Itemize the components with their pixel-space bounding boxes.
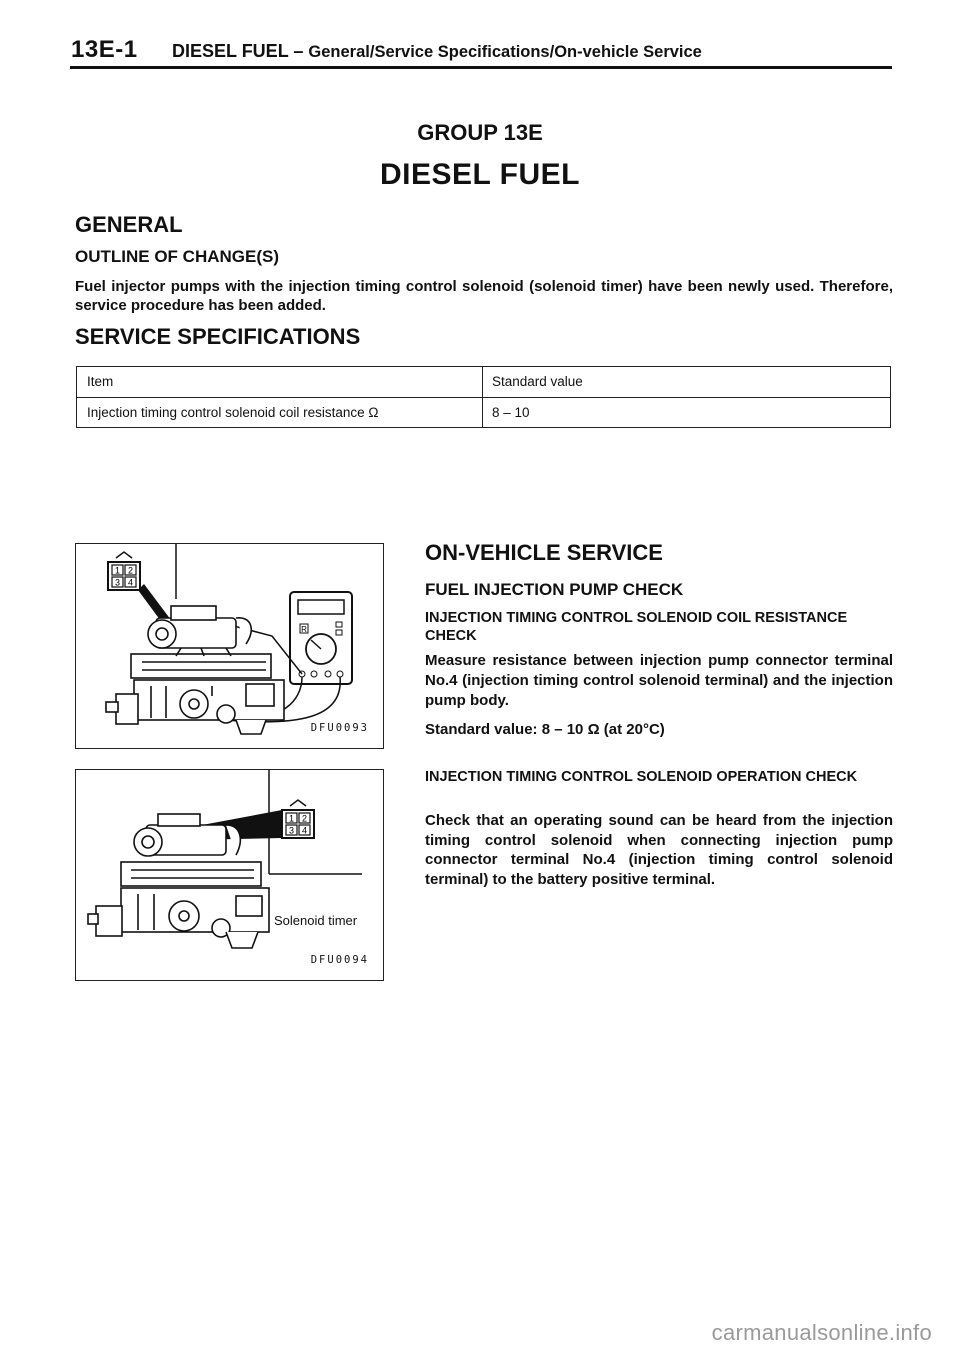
page-header-title xyxy=(172,41,702,62)
header-title-main: DIESEL FUEL xyxy=(172,41,289,61)
header-rule xyxy=(70,66,892,69)
svg-text:2: 2 xyxy=(301,813,308,824)
connector-icon xyxy=(108,552,140,590)
table-cell-value: 8 – 10 xyxy=(492,405,530,420)
coil-resistance-check-text: Measure resistance between injection pump connector terminal No.4 (injection timing control solenoid terminal) and the injection pump body. xyxy=(425,652,893,709)
watermark: carmanualsonline.info xyxy=(711,1320,932,1345)
outline-text: Fuel injector pumps with the injection timing control solenoid (solenoid timer) have been newly used. Therefore, service procedure has been added. xyxy=(75,278,893,314)
pump-solenoid-illustration xyxy=(76,770,383,980)
coil-resistance-check-heading: INJECTION TIMING CONTROL SOLENOID COIL RESISTANCE CHECK xyxy=(425,610,848,644)
standard-value: Standard value: 8 – 10 Ω (at 20°C) xyxy=(425,721,665,738)
section-number: 13E-1 xyxy=(71,36,138,63)
operation-check-heading: INJECTION TIMING CONTROL SOLENOID OPERATION CHECK xyxy=(425,769,858,785)
outline-heading: OUTLINE OF CHANGE(S) xyxy=(75,247,279,266)
table-header-item: Item xyxy=(87,374,114,389)
service-specs-heading: SERVICE SPECIFICATIONS xyxy=(75,324,361,349)
svg-text:3: 3 xyxy=(114,577,121,588)
svg-text:1: 1 xyxy=(114,565,121,576)
group-title: GROUP 13E xyxy=(417,120,543,145)
svg-text:4: 4 xyxy=(127,577,134,588)
fuel-injection-pump-check-heading: FUEL INJECTION PUMP CHECK xyxy=(425,580,684,599)
injection-pump-illustration xyxy=(106,606,284,734)
figure-solenoid-timer xyxy=(75,769,384,981)
table-row xyxy=(77,398,890,428)
pump-multimeter-illustration xyxy=(76,544,383,748)
general-heading: GENERAL xyxy=(75,212,183,237)
figure-resistance-check xyxy=(75,543,384,749)
svg-text:1: 1 xyxy=(288,813,295,824)
header-title-dash: – xyxy=(293,41,304,61)
header-title-sub: General/Service Specifications/On-vehicle Service xyxy=(308,43,702,61)
figure-code: DFU0093 xyxy=(310,722,369,734)
table-cell-item: Injection timing control solenoid coil resistance Ω xyxy=(87,405,379,420)
svg-text:3: 3 xyxy=(288,825,295,836)
operation-check-text: Check that an operating sound can be heard from the injection timing control solenoid when connecting injection pump connector terminal No.4 (injection timing control solenoid terminal) to the battery positive terminal. xyxy=(425,812,893,888)
main-title: DIESEL FUEL xyxy=(380,158,580,191)
solenoid-timer-label: Solenoid timer xyxy=(274,913,358,928)
connector-icon xyxy=(282,800,314,838)
table-header-standard: Standard value xyxy=(492,374,583,389)
svg-text:R: R xyxy=(301,625,307,634)
svg-text:2: 2 xyxy=(127,565,134,576)
spec-table xyxy=(76,366,891,428)
table-header-row xyxy=(77,367,890,398)
figure-code: DFU0094 xyxy=(310,954,369,966)
svg-text:4: 4 xyxy=(301,825,308,836)
on-vehicle-service-heading: ON-VEHICLE SERVICE xyxy=(425,540,663,565)
